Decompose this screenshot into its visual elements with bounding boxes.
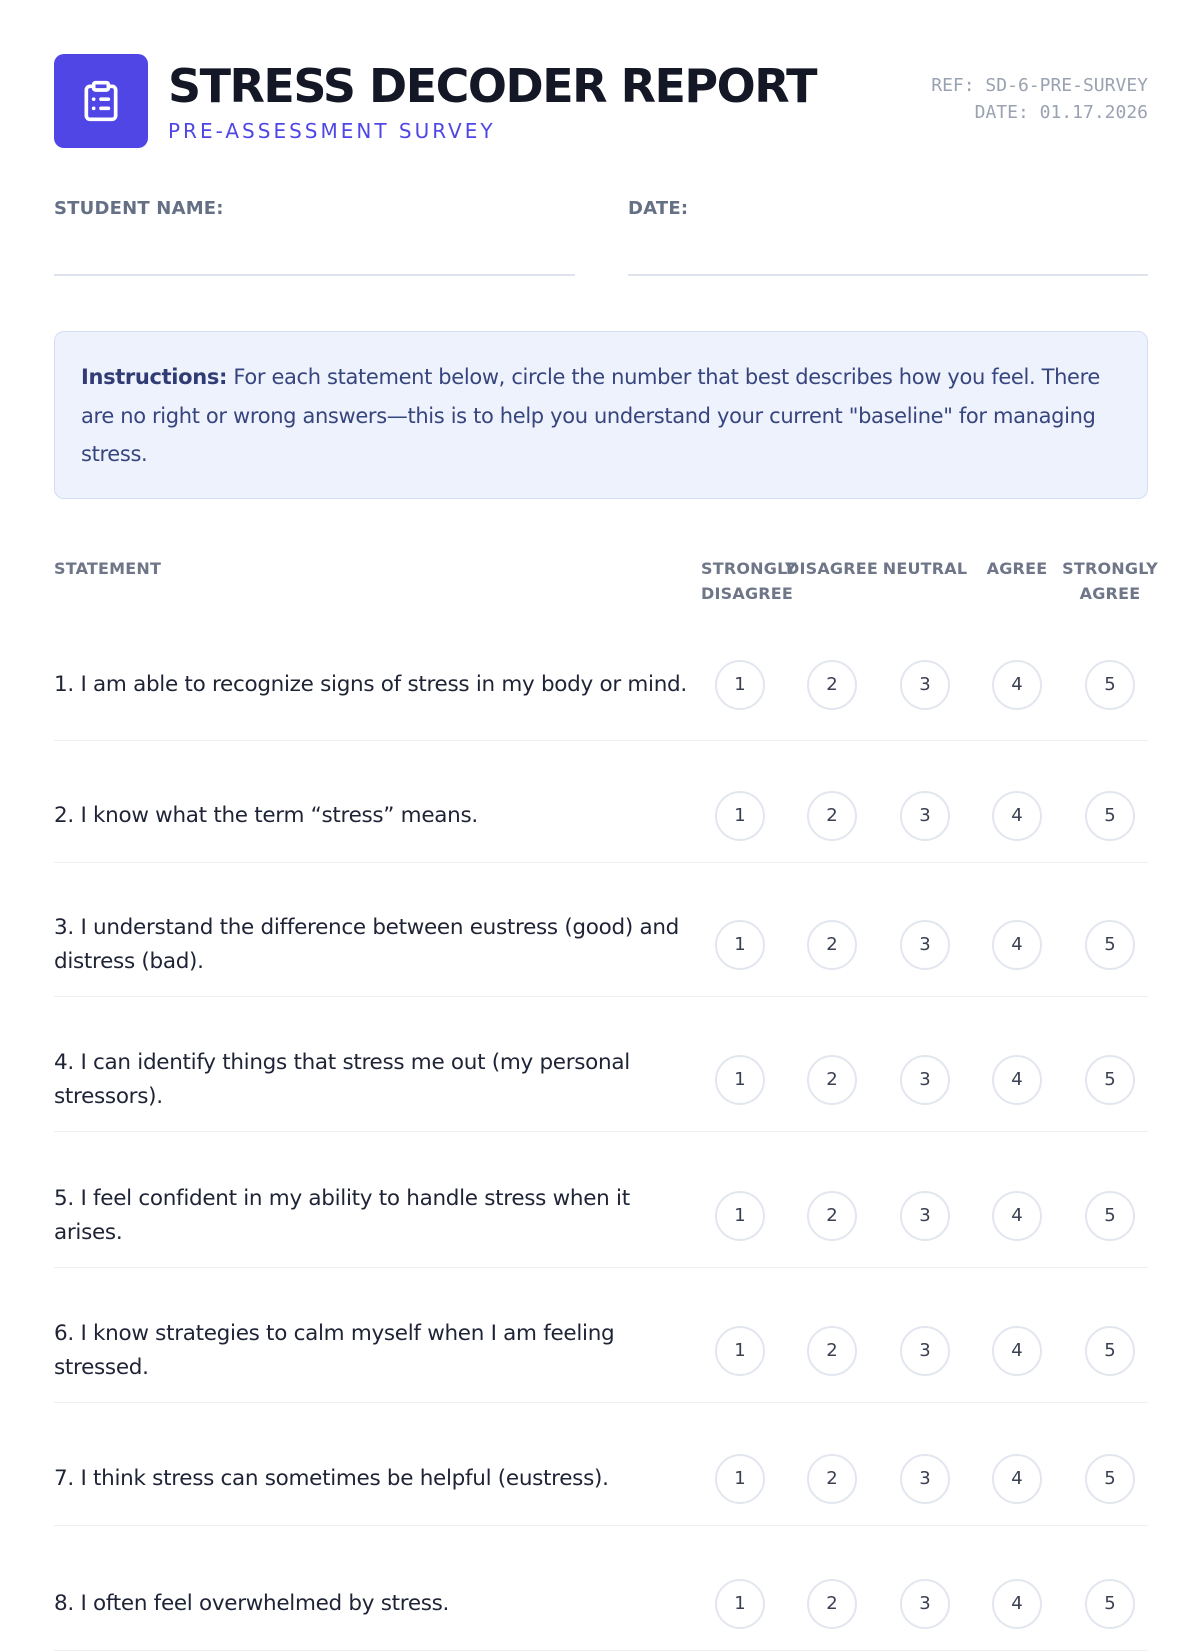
statement-text: 6. I know strategies to calm myself when I am feeling stressed.: [54, 1320, 615, 1380]
scale-header-agree: AGREE: [986, 559, 1048, 578]
statement-text: 8. I often feel overwhelmed by stress.: [54, 1591, 450, 1616]
rating-option-3[interactable]: 3: [900, 1579, 950, 1629]
survey-row: [54, 1435, 1148, 1526]
survey-row: [54, 632, 1148, 741]
rating-option-3[interactable]: 3: [900, 920, 950, 970]
survey-row: [54, 1560, 1148, 1651]
rating-option-4[interactable]: 4: [992, 1055, 1042, 1105]
rating-option-1[interactable]: 1: [715, 660, 765, 710]
statement-column-header: STATEMENT: [54, 559, 162, 578]
rating-option-5[interactable]: 5: [1085, 1055, 1135, 1105]
rating-option-3[interactable]: 3: [900, 1454, 950, 1504]
rating-option-1[interactable]: 1: [715, 1326, 765, 1376]
instructions-box: [54, 331, 1148, 499]
rating-option-5[interactable]: 5: [1085, 791, 1135, 841]
scale-header-neutral: NEUTRAL: [882, 559, 968, 578]
date-field[interactable]: [628, 274, 1148, 276]
rating-option-2[interactable]: 2: [807, 1454, 857, 1504]
rating-option-3[interactable]: 3: [900, 1326, 950, 1376]
statement-text: 1. I am able to recognize signs of stress in my body or mind.: [54, 672, 687, 697]
document-date: DATE: 01.17.2026: [974, 102, 1148, 123]
rating-option-5[interactable]: 5: [1085, 660, 1135, 710]
rating-option-5[interactable]: 5: [1085, 1191, 1135, 1241]
survey-row: [54, 1030, 1148, 1132]
statement-text: 3. I understand the difference between eustress (good) and distress (bad).: [54, 914, 679, 974]
statement-text: 4. I can identify things that stress me out (my personal stressors).: [54, 1049, 630, 1109]
survey-row: [54, 1301, 1148, 1403]
rating-option-3[interactable]: 3: [900, 660, 950, 710]
page-title: STRESS DECODER REPORT: [168, 59, 816, 113]
rating-option-5[interactable]: 5: [1085, 920, 1135, 970]
statement-text: 2. I know what the term “stress” means.: [54, 803, 478, 828]
statement-text: 5. I feel confident in my ability to handle stress when it arises.: [54, 1185, 630, 1245]
rating-option-4[interactable]: 4: [992, 791, 1042, 841]
instructions-text: For each statement below, circle the number that best describes how you feel. There are no right or wrong answers—this is to help you understand your current "baseline" for managing stress.: [81, 365, 1100, 466]
rating-option-4[interactable]: 4: [992, 1579, 1042, 1629]
date-label: DATE:: [628, 198, 689, 219]
survey-row: [54, 772, 1148, 863]
rating-option-1[interactable]: 1: [715, 1191, 765, 1241]
rating-option-2[interactable]: 2: [807, 660, 857, 710]
scale-header-disagree: DISAGREE: [785, 559, 879, 578]
logo-badge: [54, 54, 148, 148]
survey-row: [54, 895, 1148, 997]
statement-text: 7. I think stress can sometimes be helpful (eustress).: [54, 1466, 609, 1491]
rating-option-4[interactable]: 4: [992, 1191, 1042, 1241]
rating-option-2[interactable]: 2: [807, 920, 857, 970]
reference-number: REF: SD-6-PRE-SURVEY: [931, 75, 1148, 96]
rating-option-2[interactable]: 2: [807, 1191, 857, 1241]
scale-header-strongly-agree: STRONGLY AGREE: [1062, 559, 1158, 603]
rating-option-2[interactable]: 2: [807, 791, 857, 841]
rating-option-2[interactable]: 2: [807, 1326, 857, 1376]
rating-option-1[interactable]: 1: [715, 791, 765, 841]
rating-option-2[interactable]: 2: [807, 1579, 857, 1629]
rating-option-4[interactable]: 4: [992, 1326, 1042, 1376]
student-name-label: STUDENT NAME:: [54, 198, 224, 219]
rating-option-2[interactable]: 2: [807, 1055, 857, 1105]
rating-option-1[interactable]: 1: [715, 1579, 765, 1629]
document-meta: [931, 72, 1148, 126]
student-name-field[interactable]: [54, 274, 575, 276]
scale-header-strongly-disagree: STRONGLY DISAGREE: [701, 559, 797, 603]
rating-option-5[interactable]: 5: [1085, 1579, 1135, 1629]
page-subtitle: PRE-ASSESSMENT SURVEY: [168, 119, 496, 143]
instructions-label: Instructions:: [81, 365, 228, 389]
rating-option-1[interactable]: 1: [715, 920, 765, 970]
rating-option-4[interactable]: 4: [992, 920, 1042, 970]
rating-option-5[interactable]: 5: [1085, 1326, 1135, 1376]
rating-option-4[interactable]: 4: [992, 1454, 1042, 1504]
rating-option-3[interactable]: 3: [900, 1055, 950, 1105]
rating-option-5[interactable]: 5: [1085, 1454, 1135, 1504]
rating-option-1[interactable]: 1: [715, 1055, 765, 1105]
rating-option-3[interactable]: 3: [900, 791, 950, 841]
report-header: [54, 54, 1148, 148]
rating-option-3[interactable]: 3: [900, 1191, 950, 1241]
survey-row: [54, 1166, 1148, 1268]
rating-option-4[interactable]: 4: [992, 660, 1042, 710]
rating-option-1[interactable]: 1: [715, 1454, 765, 1504]
